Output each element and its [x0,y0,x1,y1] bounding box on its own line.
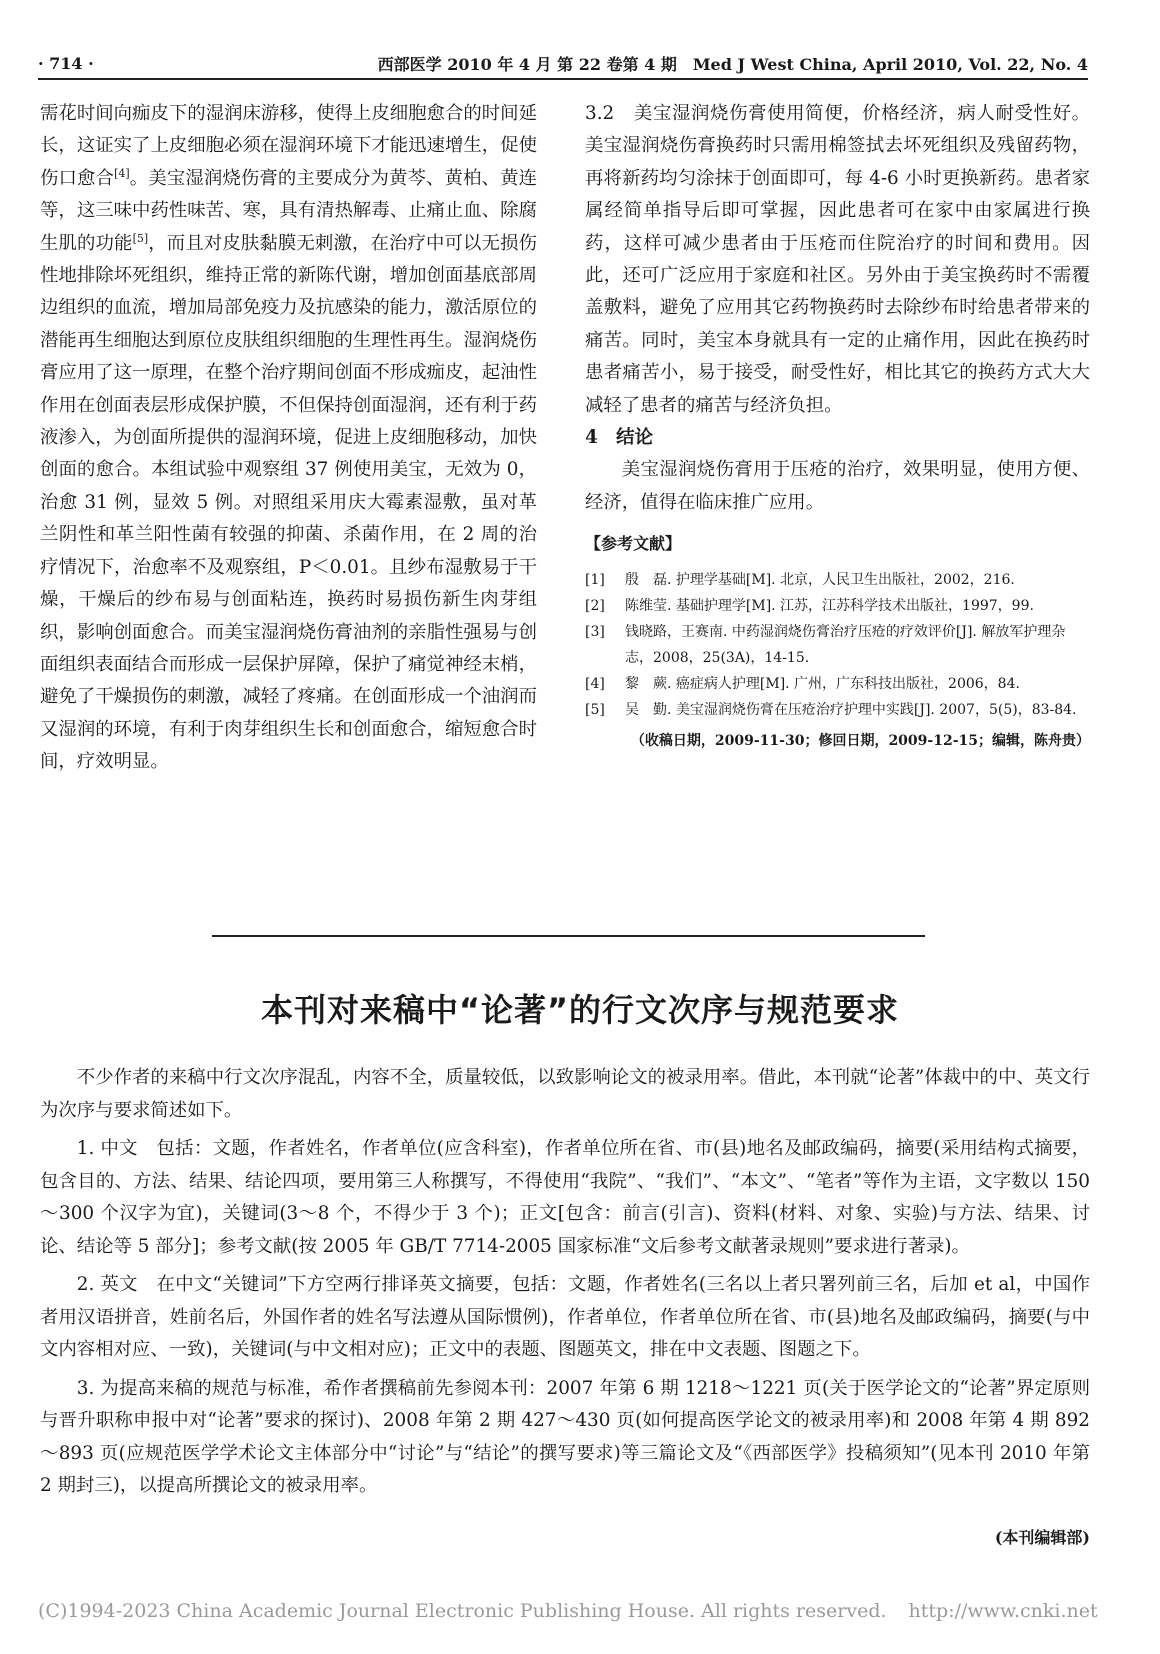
reference-text: 黎 蕨. 癌症病人护理[M]. 广州，广东科技出版社，2006，84. [625,676,1020,693]
reference-text: 吴 勤. 美宝湿润烧伤膏在压疮治疗护理中实践[J]. 2007，5(5)，83-84. [625,702,1077,719]
reference-number: [3] [585,624,605,641]
notice-body [40,1062,1090,1503]
page-number: · 714 · [38,54,94,73]
left-column [40,98,537,779]
reference-number: [1] [585,572,605,589]
section-4-heading: 4 结论 [585,427,653,449]
copyright-text: (C)1994-2023 China Academic Journal Electronic Publishing House. All rights reserved. [38,1600,887,1622]
notice-item-english: 2. 英文 在中文“关键词”下方空两行排译英文摘要，包括：文题，作者姓名(三名以上者只署列前三名，后加 et al，中国作者用汉语拼音，姓前名后，外国作者的姓名写法遵从国际惯例)，作者单位，作者单位所在省、市(县)地名及邮政编码，摘要(与中文内容相对应、一致)，关键词(与中文相对应)；正文中的表题、图题英文，排在中文表题、图题之下。 [40,1274,1090,1360]
header-rule [38,78,1088,80]
reference-list [585,567,1090,723]
reference-number: [2] [585,598,605,615]
discussion-paragraph: 需花时间向痂皮下的湿润床游移，使得上皮细胞愈合的时间延长，这证实了上皮细胞必须在湿润环境下才能迅速增生，促使伤口愈合[4]。美宝湿润烧伤膏的主要成分为黄芩、黄柏、黄连等，这三味中药性味苦、寒，具有清热解毒、止痛止血、除腐生肌的功能[5]，而且对皮肤黏膜无刺激，在治疗中可以无损伤性地排除坏死组织，维持正常的新陈代谢，增加创面基底部周边组织的血流，增加局部免疫力及抗感染的能力，激活原位的潜能再生细胞达到原位皮肤组织细胞的生理性再生。湿润烧伤膏应用了这一原理，在整个治疗期间创面不形成痂皮，起油性作用在创面表层形成保护膜，不但保持创面湿润，还有利于药液渗入，为创面所提供的湿润环境，促进上皮细胞移动，加快创面的愈合。本组试验中观察组 37 例使用美宝，无效为 0，治愈 31 例，显效 5 例。对照组采用庆大霉素湿敷，虽对革兰阴性和革兰阳性菌有较强的抑菌、杀菌作用，在 2 周的治疗情况下，治愈率不及观察组，P＜0.01。且纱布湿敷易于干燥，干燥后的纱布易与创面粘连，换药时易损伤新生肉芽组织，影响创面愈合。而美宝湿润烧伤膏油剂的亲脂性强易与创面组织表面结合而形成一层保护屏障，保护了痛觉神经末梢，避免了干燥损伤的刺激，减轻了疼痛。在创面形成一个油润而又湿润的环境，有利于肉芽组织生长和创面愈合，缩短愈合时间，疗效明显。 [40,103,537,773]
reference-item [585,593,1090,619]
notice-title: 本刊对来稿中“论著”的行文次序与规范要求 [260,991,900,1029]
reference-item [585,697,1090,723]
notice-item-chinese: 1. 中文 包括：文题，作者姓名，作者单位(应含科室)，作者单位所在省、市(县)地名及邮政编码，摘要(采用结构式摘要，包含目的、方法、结果、结论四项，要用第三人称撰写，不得使用“我院”、“我们”、“本文”、“笔者”等作为主语，文字数以 150～300 个汉字为宜)，关键词(3～8 个，不得少于 3 个)；正文[包含：前言(引言)、资料(材料、对象、实验)与方法、结果、讨论、结论等 5 部分]；参考文献(按 2005 年 GB/T 7714-2005 国家标准“文后参考文献著录规则”要求进行著录)。 [40,1138,1090,1257]
notice-intro: 不少作者的来稿中行文次序混乱，内容不全，质量较低，以致影响论文的被录用率。借此，本刊就“论著”体裁中的中、英文行为次序与要求简述如下。 [40,1067,1090,1121]
section-3-2-paragraph: 3.2 美宝湿润烧伤膏使用简便，价格经济，病人耐受性好。美宝湿润烧伤膏换药时只需用棉签拭去坏死组织及残留药物，再将新药均匀涂抹于创面即可，每 4-6 小时更换新药。患者家属经简单指导后即可掌握，因此患者可在家中由家属进行换药，这样可减少患者由于压疮而住院治疗的时间和费用。因此，还可广泛应用于家庭和社区。另外由于美宝换药时不需覆盖敷料，避免了应用其它药物换药时去除纱布时给患者带来的痛苦。同时，美宝本身就具有一定的止痛作用，因此在换药时患者痛苦小，易于接受，耐受性好，相比其它的换药方式大大减轻了患者的痛苦与经济负担。 [585,103,1090,416]
citation-5: [5] [132,231,149,245]
notice-item-references: 3. 为提高来稿的规范与标准，希作者撰稿前先参阅本刊：2007 年第 6 期 1218～1221 页(关于医学论文的“论著”界定原则与晋升职称申报中对“论著”要求的探讨)、2008 年第 2 期 427～430 页(如何提高医学论文的被录用率)和 2008 年第 4 期 892～893 页(应规范医学学术论文主体部分中“讨论”与“结论”的撰写要求)等三篇论文及“《西部医学》投稿须知”(见本刊 2010 年第 2 期封三)，以提高所撰论文的被录用率。 [40,1377,1090,1496]
citation-4: [4] [114,166,130,180]
reference-number: [5] [585,702,605,719]
reference-number: [4] [585,676,605,693]
journal-citation: 西部医学 2010 年 4 月 第 22 卷第 4 期 Med J West China, April 2010, Vol. 22, No. 4 [377,55,1088,74]
article-divider [212,935,925,937]
reference-text: 钱晓路，王赛南. 中药湿润烧伤膏治疗压疮的疗效评价[J]. 解放军护理杂志，2008，25(3A)，14-15. [625,624,1066,667]
right-column [585,98,1090,753]
reference-text: 陈维莹. 基础护理学[M]. 江苏，江苏科学技术出版社，1997，99. [625,598,1034,615]
references-title: 【参考文献】 [585,534,682,554]
reference-item [585,671,1090,697]
running-header [38,48,1088,78]
reference-text: 殷 磊. 护理学基础[M]. 北京，人民卫生出版社，2002，216. [625,572,1015,589]
reference-item [585,567,1090,593]
received-dates: （收稿日期，2009-11-30；修回日期，2009-12-15；编辑，陈舟贵） [630,733,1090,750]
conclusion-paragraph: 美宝湿润烧伤膏用于压疮的治疗，效果明显，使用方便、经济，值得在临床推广应用。 [585,459,1090,513]
cnki-link[interactable]: http://www.cnki.net [908,1600,1098,1622]
copyright-footer [38,1600,1138,1622]
editorial-signature: (本刊编辑部) [994,1528,1090,1547]
reference-item [585,619,1090,671]
